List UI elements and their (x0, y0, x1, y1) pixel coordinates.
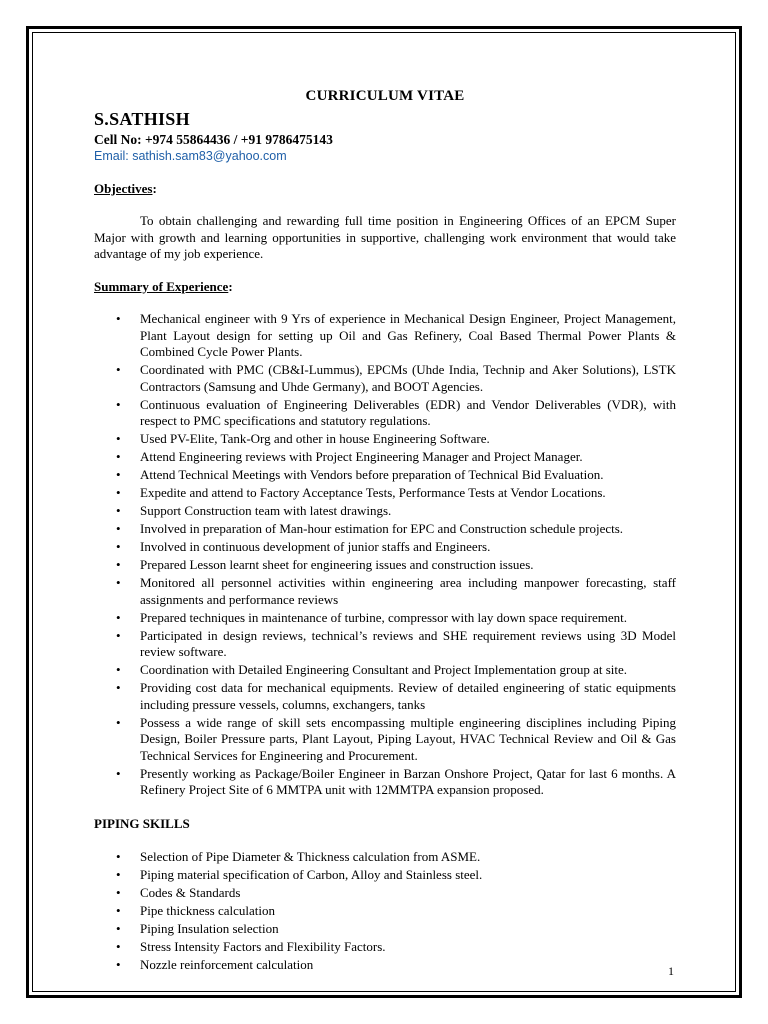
piping-skill-item: • Nozzle reinforcement calculation (94, 957, 676, 974)
summary-list-item: • Presently working as Package/Boiler Engineer in Barzan Onshore Project, Qatar for last 6 months. A Refinery Project Site of 6 MMTPA unit with 12MMTPA expansion proposed. (94, 766, 676, 799)
summary-list-item: • Involved in continuous development of junior staffs and Engineers. (94, 539, 676, 556)
email-link[interactable]: sathish.sam83@yahoo.com (132, 149, 287, 163)
summary-heading-text: Summary of Experience (94, 278, 229, 294)
piping-skill-item: • Codes & Standards (94, 885, 676, 902)
summary-list-item: • Participated in design reviews, technical’s reviews and SHE requirement reviews using 3D Model review software. (94, 628, 676, 661)
summary-list-item: • Continuous evaluation of Engineering Deliverables (EDR) and Vendor Deliverables (VDR), with respect to PMC specifications and statutory regulations. (94, 397, 676, 430)
summary-list-item: • Attend Technical Meetings with Vendors before preparation of Technical Bid Evaluation. (94, 467, 676, 484)
objectives-text: To obtain challenging and rewarding full time position in Engineering Offices of an EPCM Super Major with growth and learning opportunities in supportive, challenging work environment that would take advantage of my job experience. (94, 213, 676, 261)
document-content (94, 88, 676, 975)
email-line (94, 148, 676, 165)
summary-list-item: • Coordinated with PMC (CB&I-Lummus), EPCMs (Uhde India, Technip and Aker Solutions), LSTK Contractors (Samsung and Uhde Germany), and BOOT Agencies. (94, 362, 676, 395)
objectives-heading-text: Objectives (94, 180, 153, 196)
piping-skills-list (94, 849, 676, 974)
objectives-heading (94, 181, 676, 198)
cell-number: Cell No: +974 55864436 / +91 9786475143 (94, 131, 333, 147)
summary-list-item: • Mechanical engineer with 9 Yrs of experience in Mechanical Design Engineer, Project Management, Plant Layout design for setting up Oil and Gas Refinery, Coal Based Thermal Power Plants & Combined Cycle Power Plants. (94, 311, 676, 361)
summary-heading-colon: : (228, 278, 233, 294)
summary-list-item: • Expedite and attend to Factory Acceptance Tests, Performance Tests at Vendor Locations. (94, 485, 676, 502)
summary-list-item: • Possess a wide range of skill sets encompassing multiple engineering disciplines including Piping Design, Boiler Pressure parts, Plant Layout, Piping Layout, HVAC Technical Review and Oil & Gas Technical Services for Engineering and Procurement. (94, 715, 676, 765)
summary-list (94, 311, 676, 799)
summary-list-item: • Involved in preparation of Man-hour estimation for EPC and Construction schedule projects. (94, 521, 676, 538)
summary-list-item: • Monitored all personnel activities within engineering area including manpower forecasting, staff assignments and performance reviews (94, 575, 676, 608)
summary-list-item: • Used PV-Elite, Tank-Org and other in house Engineering Software. (94, 431, 676, 448)
piping-skill-item: • Stress Intensity Factors and Flexibility Factors. (94, 939, 676, 956)
piping-skill-item: • Piping material specification of Carbon, Alloy and Stainless steel. (94, 867, 676, 884)
piping-skills-heading: PIPING SKILLS (94, 816, 190, 831)
piping-skill-item: • Selection of Pipe Diameter & Thickness calculation from ASME. (94, 849, 676, 866)
candidate-name: S.SATHISH (94, 108, 190, 129)
summary-list-item: • Attend Engineering reviews with Project Engineering Manager and Project Manager. (94, 449, 676, 466)
summary-heading (94, 279, 676, 296)
document-title: CURRICULUM VITAE (305, 88, 465, 104)
summary-list-item: • Support Construction team with latest drawings. (94, 503, 676, 520)
summary-list-item: • Providing cost data for mechanical equipments. Review of detailed engineering of static equipments including pressure vessels, columns, exchangers, tanks (94, 680, 676, 713)
objectives-heading-colon: : (152, 180, 157, 196)
summary-list-item: • Prepared Lesson learnt sheet for engineering issues and construction issues. (94, 557, 676, 574)
summary-list-item: • Prepared techniques in maintenance of turbine, compressor with lay down space requirement. (94, 610, 676, 627)
piping-skill-item: • Piping Insulation selection (94, 921, 676, 938)
summary-list-item: • Coordination with Detailed Engineering Consultant and Project Implementation group at site. (94, 662, 676, 679)
page-number: 1 (668, 964, 674, 978)
piping-skill-item: • Pipe thickness calculation (94, 903, 676, 920)
email-label: Email: (94, 149, 133, 163)
